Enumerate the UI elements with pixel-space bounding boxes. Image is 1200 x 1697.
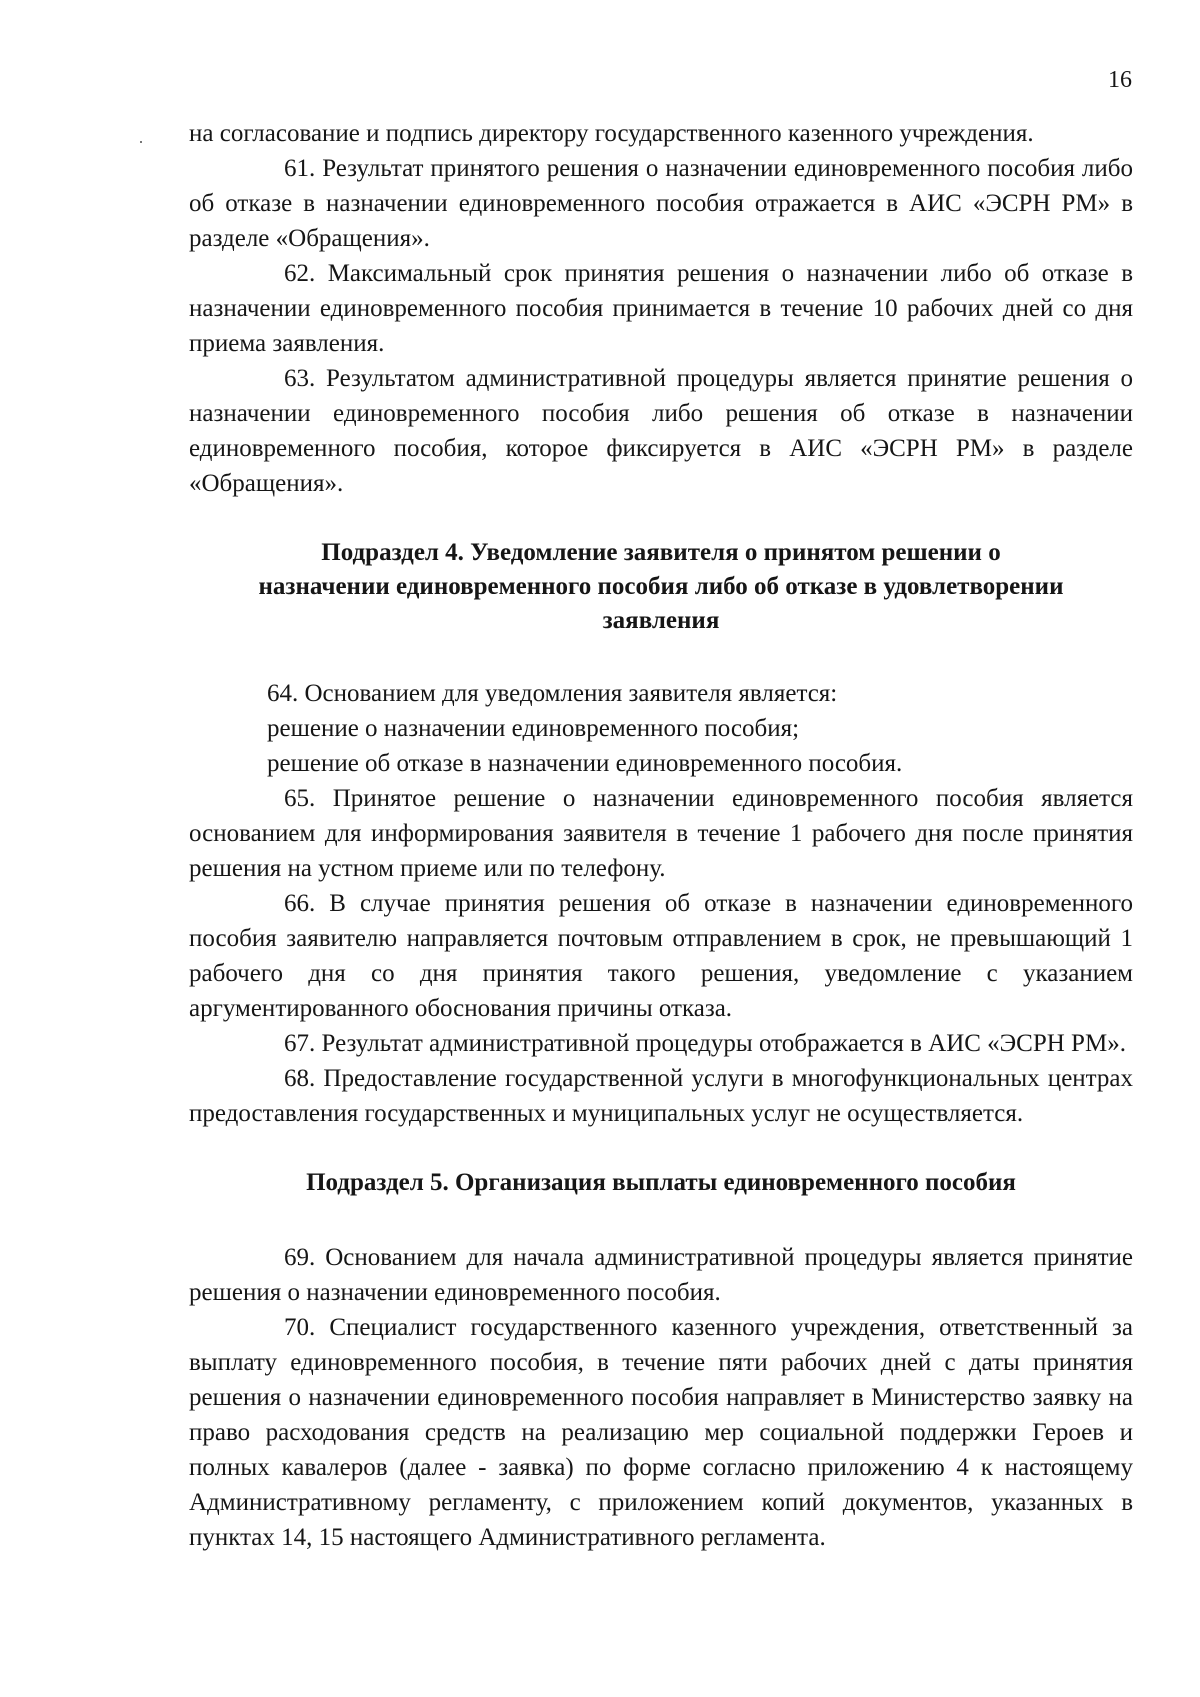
paragraph-69: 69. Основанием для начала административной процедуры является принятие решения о назначении единовременного пособия. <box>189 1244 1133 1306</box>
paragraph-70: 70. Специалист государственного казенного учреждения, ответственный за выплату единовременного пособия, в течение пяти рабочих дней с даты принятия решения о назначении единовременного пособия направляет в Министерство заявку на право расходования средств на реализацию мер социальной поддержки Героев и полных кавалеров (далее - заявка) по форме согласно приложению 4 к настоящему Административному регламенту, с приложением копий документов, указанных в пунктах 14, 15 настоящего Административного регламента. <box>189 1314 1133 1551</box>
paragraph-61: 61. Результат принятого решения о назначении единовременного пособия либо об отказе в назначении единовременного пособия отражается в АИС «ЭСРН РМ» в разделе «Обращения». <box>189 155 1133 252</box>
paragraph-65: 65. Принятое решение о назначении единовременного пособия является основанием для информирования заявителя в течение 1 рабочего дня после принятия решения на устном приеме или по телефону. <box>189 785 1133 882</box>
page-number: 16 <box>1108 67 1132 93</box>
subsection-5-heading: Подраздел 5. Организация выплаты единовременного пособия <box>306 1169 1016 1196</box>
paragraph-68: 68. Предоставление государственной услуги в многофункциональных центрах предоставления государственных и муниципальных услуг не осуществляется. <box>189 1065 1133 1127</box>
subsection-4-heading <box>189 536 1133 638</box>
paragraph-66: 66. В случае принятия решения об отказе в назначении единовременного пособия заявителю направляется почтовым отправлением в срок, не превышающий 1 рабочего дня со дня принятия такого решения, уведомление с указанием аргументированного обоснования причины отказа. <box>189 890 1133 1022</box>
paragraph-64-item-1: решение о назначении единовременного пособия; <box>267 715 800 742</box>
paragraph-60-continuation: на согласование и подпись директору государственного казенного учреждения. <box>189 120 1034 147</box>
subsection-4-heading-line-3: заявления <box>602 607 720 634</box>
subsection-4-heading-line-1: Подраздел 4. Уведомление заявителя о принятом решении о <box>321 539 1001 566</box>
paragraph-64: 64. Основанием для уведомления заявителя является: <box>267 680 838 707</box>
document-body <box>189 116 1133 1555</box>
paragraph-63: 63. Результатом административной процедуры является принятие решения о назначении единовременного пособия либо решения об отказе в назначении единовременного пособия, которое фиксируется в АИС «ЭСРН РМ» в разделе «Обращения». <box>189 365 1133 497</box>
subsection-4-heading-line-2: назначении единовременного пособия либо об отказе в удовлетворении <box>258 573 1064 600</box>
scan-speck <box>140 141 142 143</box>
paragraph-67: 67. Результат административной процедуры отображается в АИС «ЭСРН РМ». <box>284 1030 1126 1057</box>
paragraph-62: 62. Максимальный срок принятия решения о назначении либо об отказе в назначении единовременного пособия принимается в течение 10 рабочих дней со дня приема заявления. <box>189 260 1133 357</box>
paragraph-64-item-2: решение об отказе в назначении единовременного пособия. <box>267 750 903 777</box>
